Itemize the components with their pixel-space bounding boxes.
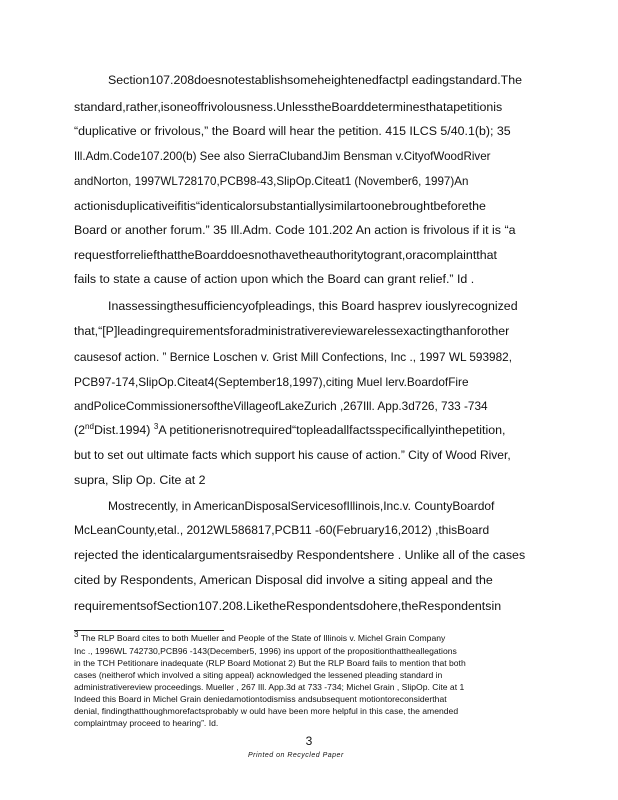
footnote-line-1-text: The RLP Board cites to both Mueller and People of the State of Illinois v. Michel Grain Company [80, 633, 446, 643]
body-line-15: (2ndDist.1994) $^3$A petitionerisnotrequired“topleadallfactsspecificallyinthepetition, [74, 421, 506, 437]
body-line-19: McLeanCounty,etal., 2012WL586817,PCB11 -60(February16,2012) ,thisBoard [74, 523, 490, 537]
body-line-2: standard,rather,isoneoffrivolousness.UnlesstheBoarddeterminesthatapetitionis [74, 100, 503, 114]
footnote-line-7: denial, findingthatthoughmorefactsprobably w ould have been more helpful in this case, the amended [74, 706, 459, 716]
footnote-line-2: Inc ., 1996WL 742730,PCB96 -143(December5, 1996) ins upport of the propositionthattheallegations [74, 646, 457, 656]
body-line-7: Board or another forum.” 35 Ill.Adm. Code 101.202 An action is frivolous if it is “a [74, 223, 516, 237]
body-line-3: “duplicative or frivolous,” the Board will hear the petition. 415 ILCS 5/40.1(b); 35 [74, 124, 511, 138]
body-line-14: andPoliceCommissionersoftheVillageofLakeZurich ,267Ill. App.3d726, 733 -734 [74, 399, 488, 413]
body-line-6: actionisduplicativeifitis“identicalorsubstantiallysimilartoonebroughtbeforethe [74, 199, 486, 213]
footnote-line-8: complaintmay proceed to hearing”. Id. [74, 718, 219, 728]
body-line-20: rejected the identicalargumentsraisedby Respondentshere . Unlike all of the cases [74, 548, 526, 562]
page-number: 3 [305, 734, 313, 748]
body-line-11: that,“[P]leadingrequirementsforadministrativereviewarelessexactingthanforother [74, 324, 510, 338]
superscript-nd: nd [85, 421, 94, 431]
body-line-10: Inassessingthesufficiencyofpleadings, this Board hasprev iouslyrecognized [108, 299, 518, 313]
body-line-1: Section107.208doesnotestablishsomeheightenedfactpl eadingstandard.The [108, 73, 523, 87]
body-line-13: PCB97-174,SlipOp.Citeat4(September18,1997),citing Muel lerv.BoardofFire [74, 375, 469, 389]
footnote-line-4: cases (neitherof which involved a siting appeal) acknowledged the lessened pleading standard in [74, 670, 443, 680]
footnote-separator [74, 630, 224, 631]
footnote-mark-3: 3 [74, 630, 79, 640]
body-line-18: Mostrecently, in AmericanDisposalServicesofIllinois,Inc.v. CountyBoardof [108, 499, 495, 513]
body-line-4: Ill.Adm.Code107.200(b) See also SierraClubandJim Bensman v.CityofWoodRiver [74, 150, 491, 163]
body-line-5: andNorton, 1997WL728170,PCB98-43,SlipOp.Citeat1 (November6, 1997)An [74, 175, 469, 188]
body-line-15-a: Dist.1994) [93, 423, 151, 437]
body-line-17: supra, Slip Op. Cite at 2 [74, 473, 206, 487]
body-line-9: fails to state a cause of action upon which the Board can grant relief.” Id . [74, 272, 475, 286]
printed-on-recycled-paper: Printed on Recycled Paper [248, 752, 344, 759]
footnote-line-5: administrativereview proceedings. Mueller , 267 Ill. App.3d at 733 -734; Michel Grain , SlipOp. Cite at 1 [74, 682, 465, 692]
body-line-12: causesof action. ” Bernice Loschen v. Grist Mill Confections, Inc ., 1997 WL 593982, [74, 350, 513, 364]
footnote-line-6: Indeed this Board in Michel Grain deniedamotiontodismiss andsubsequent motiontoreconsiderthat [74, 694, 447, 704]
body-line-8: requestforreliefthattheBoarddoesnothavetheauthoritytogrant,oracomplaintthat [74, 248, 497, 262]
body-line-16: but to set out ultimate facts which support his cause of action.” City of Wood River, [74, 448, 511, 462]
footnote-line-1 [74, 630, 446, 644]
footnote-ref-3: 3 [153, 421, 159, 431]
body-line-15-b: A petitionerisnotrequired“topleadallfactsspecificallyinthepetition, [158, 423, 506, 437]
body-line-21: cited by Respondents, American Disposal did involve a siting appeal and the [74, 573, 493, 587]
footnote-line-3: in the TCH Petitionare inadequate (RLP Board Motionat 2) But the RLP Board fails to mention that both [74, 658, 466, 668]
body-line-22: requirementsofSection107.208.LiketheRespondentsdohere,theRespondentsin [74, 599, 502, 613]
